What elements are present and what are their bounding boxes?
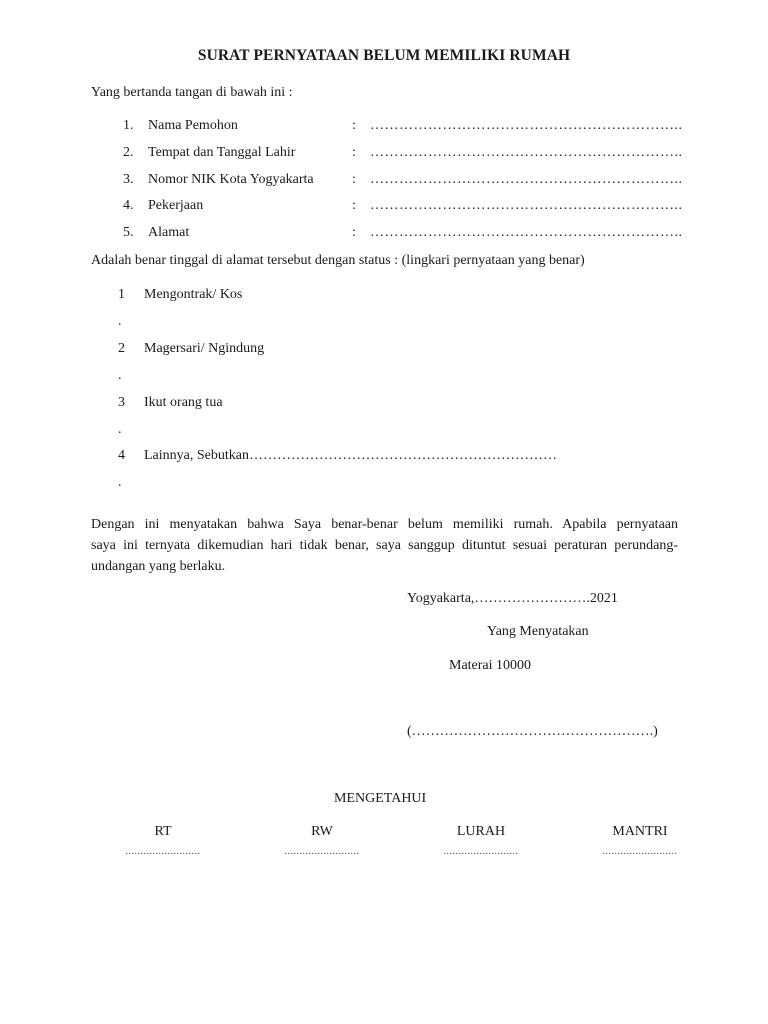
field-number: 1. [123, 118, 134, 133]
field-number: 4. [123, 198, 134, 213]
witness-label-mantri: MANTRI [612, 824, 668, 839]
field-number: 5. [123, 225, 134, 240]
field-blank-address: ……………………………………………………….. [370, 225, 683, 240]
field-label-job: Pekerjaan [148, 198, 204, 213]
field-blank-job: ……………………………………………………….. [370, 198, 683, 213]
signer-label: Yang Menyatakan [487, 624, 589, 639]
field-colon: : [352, 145, 356, 160]
witness-label-rw: RW [311, 824, 333, 839]
field-label-name: Nama Pemohon [148, 118, 238, 133]
field-blank-name: ……………………………………………………….. [370, 118, 683, 133]
field-colon: : [352, 225, 356, 240]
field-colon: : [352, 118, 356, 133]
field-blank-birth: ……………………………………………………….. [370, 145, 683, 160]
field-label-address: Alamat [148, 225, 190, 240]
field-label-nik: Nomor NIK Kota Yogyakarta [148, 172, 314, 187]
place-date: Yogyakarta,…………………….2021 [407, 591, 618, 606]
witness-line-rw: ......................... [284, 846, 360, 857]
statement-line: Dengan ini menyatakan bahwa Saya benar-benar belum memiliki rumah. Apabila pernyataan [91, 517, 678, 532]
intro-text: Yang bertanda tangan di bawah ini : [91, 85, 293, 100]
field-number: 2. [123, 145, 134, 160]
stamp-label: Materai 10000 [449, 658, 532, 673]
status-number: 4 [118, 448, 125, 463]
field-label-birth: Tempat dan Tanggal Lahir [148, 145, 296, 160]
status-dot: . [118, 422, 122, 437]
status-option-rent: Mengontrak/ Kos [144, 287, 243, 302]
status-dot: . [118, 475, 122, 490]
document-title: SURAT PERNYATAAN BELUM MEMILIKI RUMAH [197, 47, 571, 64]
status-dot: . [118, 314, 122, 329]
status-option-magersari: Magersari/ Ngindung [144, 341, 265, 356]
status-number: 1 [118, 287, 125, 302]
witness-line-lurah: ......................... [443, 846, 519, 857]
witness-label-lurah: LURAH [456, 824, 506, 839]
signature-line: (…………………………………………….) [407, 724, 658, 739]
acknowledge-heading: MENGETAHUI [334, 791, 427, 806]
statement-line: undangan yang berlaku. [91, 559, 226, 574]
witness-label-rt: RT [154, 824, 172, 839]
status-option-other: Lainnya, Sebutkan………………………………………………………… [144, 448, 557, 463]
status-option-parents: Ikut orang tua [144, 395, 223, 410]
status-intro: Adalah benar tinggal di alamat tersebut dengan status : (lingkari pernyataan yang benar) [91, 253, 585, 268]
statement-line: saya ini ternyata dikemudian hari tidak benar, saya sanggup dituntut sesuai peraturan perundang- [91, 538, 678, 553]
witness-line-rt: ......................... [125, 846, 201, 857]
statement-paragraph [91, 514, 678, 577]
field-number: 3. [123, 172, 134, 187]
field-colon: : [352, 198, 356, 213]
status-number: 2 [118, 341, 125, 356]
status-dot: . [118, 368, 122, 383]
field-blank-nik: ……………………………………………………….. [370, 172, 683, 187]
status-number: 3 [118, 395, 125, 410]
field-colon: : [352, 172, 356, 187]
witness-line-mantri: ......................... [602, 846, 678, 857]
